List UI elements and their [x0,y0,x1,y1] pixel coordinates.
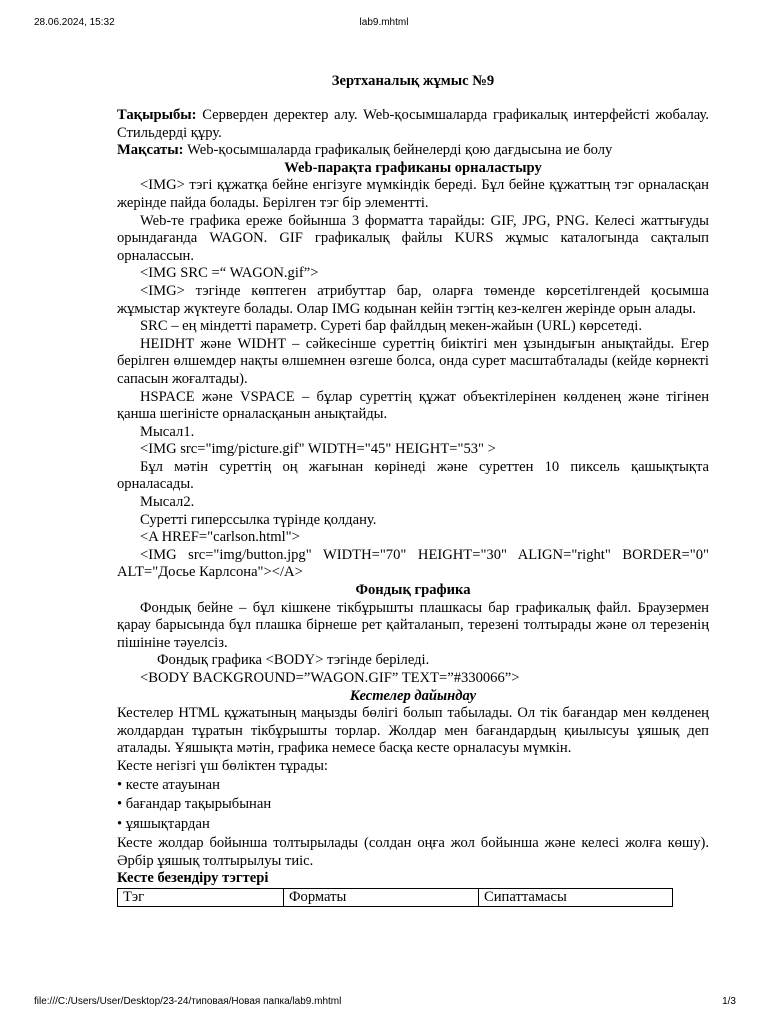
code-img-src: <IMG SRC =“ WAGON.gif”> [140,265,319,282]
paragraph-tables: Кестелер HTML құжатының маңызды бөлігі болып табылады. Ол тік бағандар мен көлденең жолдардан тұратын тікбұрышты торлар. Жолдар мен бағандардың қиылысуы ұяшық деп аталады. Ұяшықта мәтін, графика немесе басқа кесте орналасуы мүмкін. [117,705,709,757]
example1-text: Бұл мәтін суреттің оң жағынан көрінеді және суреттен 10 пиксель қашықтықта орналасады. [117,458,709,493]
code-body-background: <BODY BACKGROUND=”WAGON.GIF” TEXT=”#330066”> [140,670,520,686]
bullet-item: • бағандар тақырыбынан [117,796,272,813]
heading-tables: Кестелер дайындау [349,687,477,704]
paragraph-hspace-vspace: HSPACE және VSPACE – бұлар суреттің құжат объектілерінен көлденең және тігінен қанша шегіністе орналасқанын анықтайды. [117,388,709,423]
print-datetime: 28.06.2024, 15:32 [34,17,115,28]
paragraph-body-tag: Фондық графика <BODY> тэгінде беріледі. [157,652,430,669]
example1-label: Мысал1. [140,423,195,440]
paragraph-img-tag: <IMG> тэгі құжатқа бейне енгізуге мүмкіндік береді. Бұл бейне құжаттың тэг орналасқан жерінде пайда болады. Берілген тэг бір элементті. [117,177,709,211]
topic-text: Серверден деректер алу. Web-қосымшаларда графикалық интерфейсті жобалау. Стильдерді құру. [117,107,709,141]
paragraph-attributes: <IMG> тэгінде көптеген атрибуттар бар, оларға төменде көрсетілгендей қосымша жұмыстар жүктеуге болады. Олар IMG кодынан кейін тэгтің кез-келген жерінде орын алады. [117,282,709,317]
paragraph-table-fill: Кесте жолдар бойынша толтырылады (солдан оңға жол бойынша және келесі жолға көшу). Әрбір ұяшық толтырылуы тиіс. [117,834,709,869]
table-header-cell: Форматы [284,888,479,906]
paragraph-background: Фондық бейне – бұл кішкене тікбұрышты плашкасы бар графикалық файл. Браузермен қарау барысында бұл плашка бірнеше рет қайталанып, терезені толтырады және ол терезенің пішініне тәуелсіз. [117,599,709,651]
example2-code-img: <IMG src="img/button.jpg" WIDTH="70" HEIGHT="30" ALIGN="right" BORDER="0" ALT="Досье Карлсона"></A> [117,546,709,581]
heading-background: Фондық графика [355,582,471,599]
example2-code-link: <A HREF="carlson.html"> [140,529,300,546]
heading-web-graphics: Web-парақта графиканы орналастыру [284,159,542,176]
table-header-cell: Сипаттамасы [479,888,673,906]
paragraph-height-width: HEIDHT және WIDHT – сәйкесінше суреттің биіктігі мен ұзындығын анықтайды. Егер берілген өлшемдер нақты өлшемнен өзгеше болса, онда сурет масштабталады (кейде көрнекті сапасын жоғалтады). [117,335,709,387]
example1-code: <IMG src="img/picture.gif" WIDTH="45" HEIGHT="53" > [140,441,496,458]
paragraph-formats: Web-те графика ереже бойынша 3 форматта тарайды: GIF, JPG, PNG. Келесі жаттығуды орындағанда WAGON. GIF графикалық файлы KURS жұмыс каталогында сақталып орналассын. [117,212,709,264]
topic-label: Тақырыбы: [117,107,197,123]
paragraph-table-parts: Кесте негізгі үш бөліктен тұрады: [117,757,328,774]
example2-text: Суретті гиперссылка түрінде қолдану. [140,511,377,528]
topic-paragraph [117,107,709,142]
paragraph-src: SRC – ең міндетті параметр. Суреті бар файлдың мекен-жайын (URL) көрсетеді. [140,318,642,335]
print-page-number: 1/3 [722,996,736,1007]
goal-label: Мақсаты: [117,142,184,159]
print-page-title: lab9.mhtml [359,17,409,28]
bullet-item: • кесте атауынан [117,776,220,793]
print-file-path: file:///C:/Users/User/Desktop/23-24/типовая/Новая папка/lab9.mhtml [34,996,342,1007]
table-header-cell: Тэг [118,888,284,906]
table-header-row [118,888,673,906]
table-heading: Кесте безендіру тэгтері [117,870,269,887]
tags-table [117,888,673,907]
example2-label: Мысал2. [140,494,195,511]
document-title: Зертханалық жұмыс №9 [331,73,495,89]
bullet-item: • ұяшықтардан [117,816,210,833]
document-body [117,73,709,907]
goal-text: Web-қосымшаларда графикалық бейнелерді қою дағдысына ие болу [183,142,613,159]
goal-paragraph [117,142,709,160]
